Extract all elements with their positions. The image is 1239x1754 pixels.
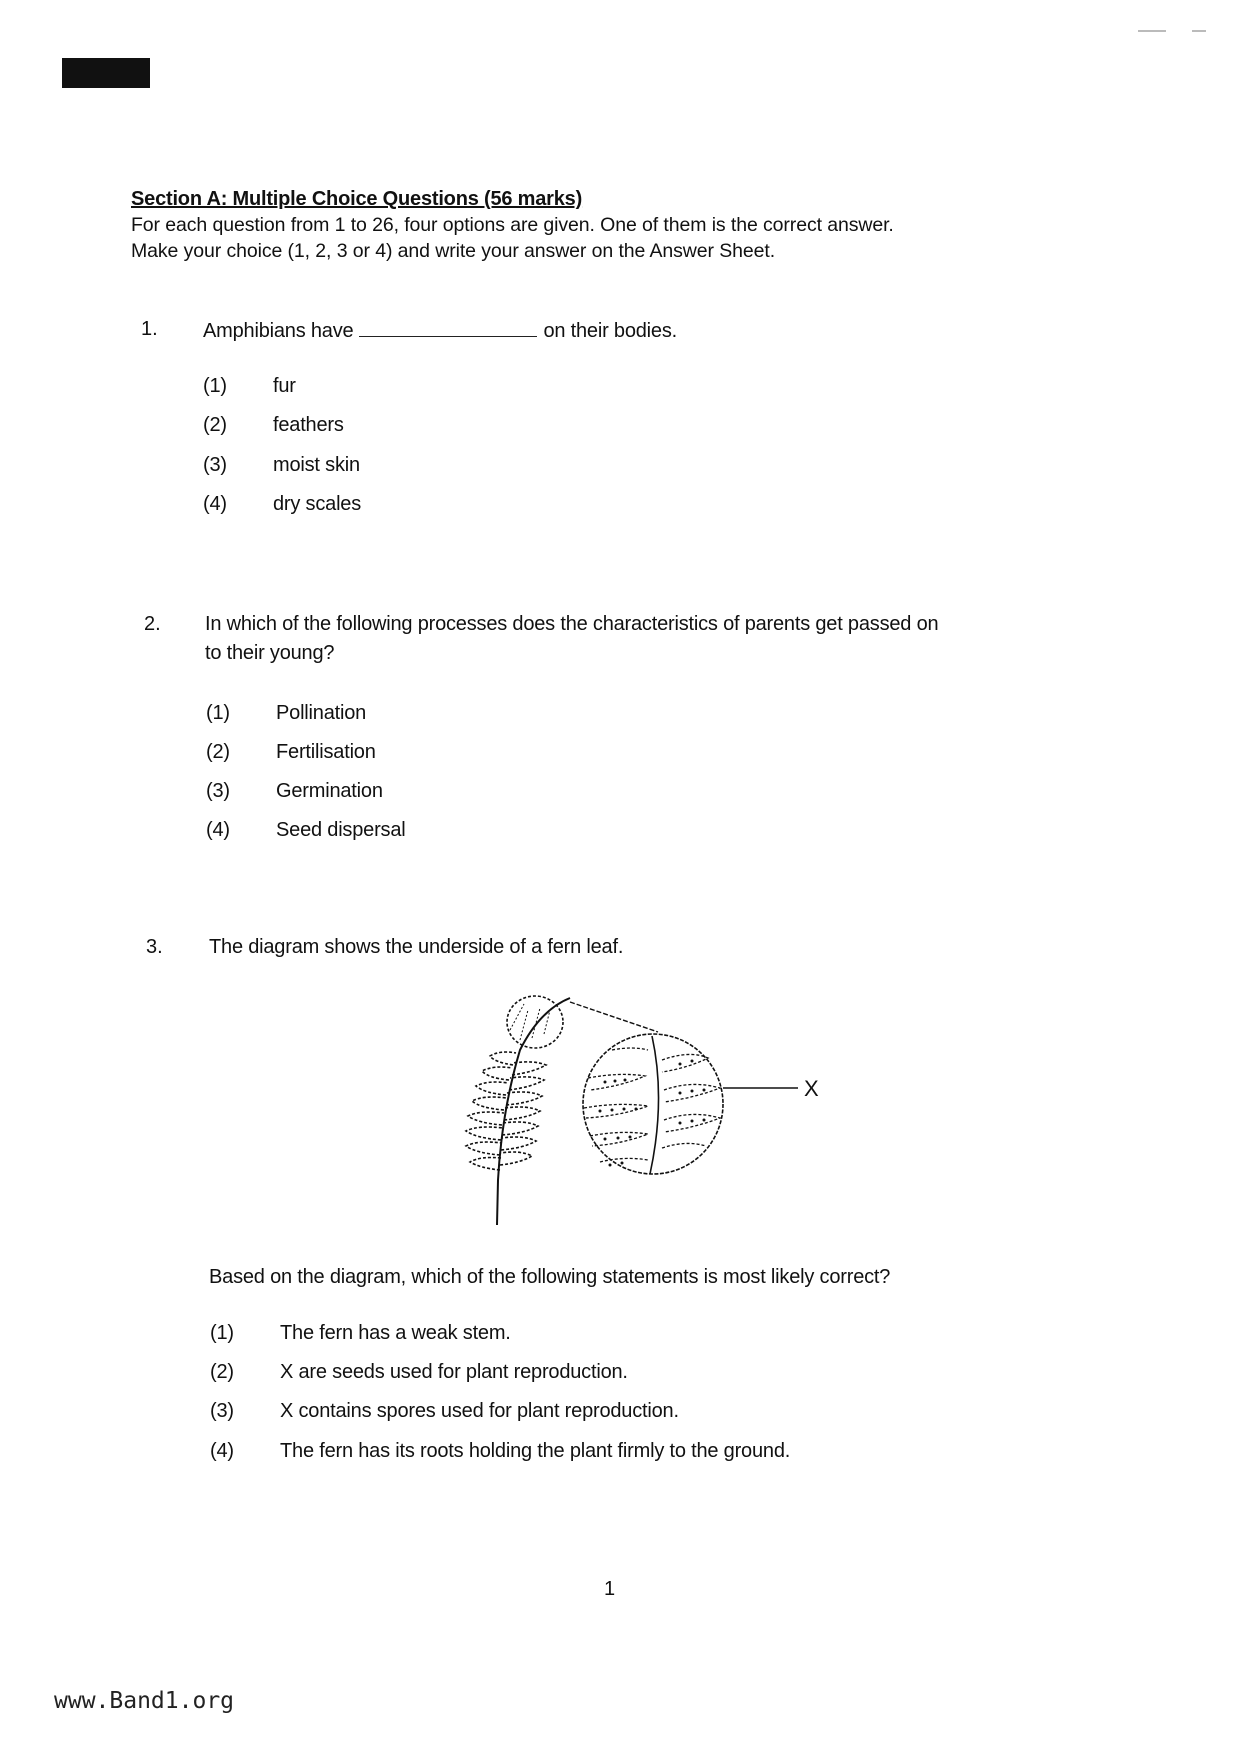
question-1-text xyxy=(203,318,677,343)
option-text: The fern has its roots holding the plant firmly to the ground. xyxy=(280,1440,791,1462)
scan-artifact xyxy=(1138,30,1166,32)
fern-leaf-diagram xyxy=(440,980,840,1230)
question-2-number: 2. xyxy=(144,613,161,635)
answer-blank xyxy=(359,318,537,337)
option-label: (2) xyxy=(206,741,230,763)
option-text: dry scales xyxy=(273,493,362,515)
magnify-connector-line xyxy=(570,1002,658,1032)
option-text: X contains spores used for plant reproduction. xyxy=(280,1400,679,1422)
question-1-text-after: on their bodies. xyxy=(543,320,677,342)
footer-watermark: www.Band1.org xyxy=(54,1688,235,1714)
question-3-number: 3. xyxy=(146,936,163,958)
question-2-text-line-1: In which of the following processes does the characteristics of parents get passed on xyxy=(205,613,939,635)
option-label: (4) xyxy=(203,493,227,515)
option-text: Pollination xyxy=(276,702,367,724)
page-number: 1 xyxy=(604,1578,616,1600)
option-label: (4) xyxy=(210,1440,234,1462)
instructions-line-2: Make your choice (1, 2, 3 or 4) and write your answer on the Answer Sheet. xyxy=(131,240,776,262)
option-text: Fertilisation xyxy=(276,741,376,763)
question-3-prompt: Based on the diagram, which of the following statements is most likely correct? xyxy=(209,1266,891,1288)
section-title: Section A: Multiple Choice Questions (56 marks) xyxy=(131,188,583,210)
option-label: (1) xyxy=(210,1322,234,1344)
label-x: X xyxy=(804,1076,819,1101)
option-text: feathers xyxy=(273,414,344,436)
magnified-inset xyxy=(583,1034,723,1174)
option-label: (3) xyxy=(203,454,227,476)
option-label: (4) xyxy=(206,819,230,841)
option-label: (3) xyxy=(210,1400,234,1422)
option-text: moist skin xyxy=(273,454,360,476)
question-3-text: The diagram shows the underside of a fern leaf. xyxy=(209,936,624,958)
option-text: X are seeds used for plant reproduction. xyxy=(280,1361,628,1383)
option-text: Germination xyxy=(276,780,383,802)
fern-frond xyxy=(466,996,570,1225)
option-text: fur xyxy=(273,375,296,397)
instructions-line-1: For each question from 1 to 26, four options are given. One of them is the correct answer. xyxy=(131,214,894,236)
option-text: The fern has a weak stem. xyxy=(280,1322,511,1344)
option-label: (2) xyxy=(203,414,227,436)
redaction-block xyxy=(62,58,150,88)
option-text: Seed dispersal xyxy=(276,819,406,841)
question-1-number: 1. xyxy=(141,318,158,340)
option-label: (1) xyxy=(203,375,227,397)
option-label: (3) xyxy=(206,780,230,802)
option-label: (1) xyxy=(206,702,230,724)
question-2-text-line-2: to their young? xyxy=(205,642,335,664)
option-label: (2) xyxy=(210,1361,234,1383)
question-1-text-before: Amphibians have xyxy=(203,320,354,342)
scan-artifact xyxy=(1192,30,1206,32)
